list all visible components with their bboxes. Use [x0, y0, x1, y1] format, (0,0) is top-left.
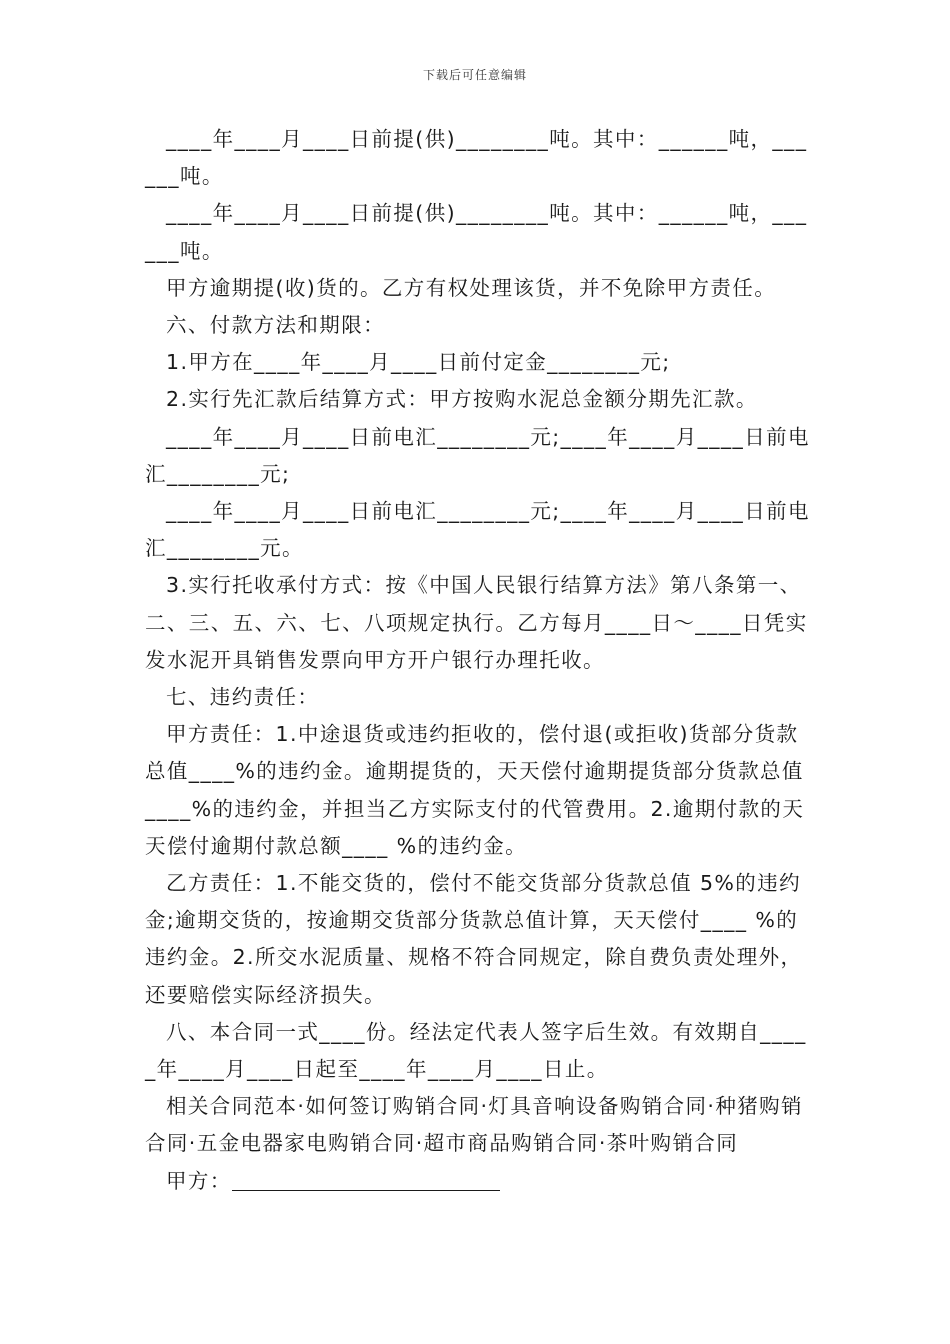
paragraph-collection: 3.实行托收承付方式：按《中国人民银行结算方法》第八条第一、二、三、五、六、七、八项规定执行。乙方每月____日～____日凭实发水泥开具销售发票向甲方开户银行办理托收。	[145, 573, 808, 672]
paragraph-delivery-schedule-2: ____年____月____日前提(供)________吨。其中：______吨，______吨。	[145, 201, 808, 263]
paragraph-wire-schedule-1: ____年____月____日前电汇________元;____年____月____日前电汇________元;	[145, 424, 810, 486]
paragraph-party-b-liability: 乙方责任：1.不能交货的，偿付不能交货部分货款总值 5%的违约金;逾期交货的，按逾期交货部分货款总值计算，天天偿付____ %的违约金。2.所交水泥质量、规格不符合同规定，除自费负责处理外，还要赔偿实际经济损失。	[145, 871, 803, 1007]
paragraph-wire-schedule-2: ____年____月____日前电汇________元;____年____月____日前电汇________元。	[145, 499, 810, 561]
paragraph-delivery-schedule-1: ____年____月____日前提(供)________吨。其中：______吨，______吨。	[145, 127, 808, 189]
signature-blank	[232, 1166, 500, 1191]
paragraph-deposit: 1.甲方在____年____月____日前付定金________元;	[166, 350, 671, 375]
paragraph-term: 八、本合同一式____份。经法定代表人签字后生效。有效期自_____年____月____日起至____年____月____日止。	[145, 1019, 807, 1082]
section-heading-payment: 六、付款方法和期限：	[166, 313, 385, 338]
signature-label: 甲方：	[166, 1168, 232, 1193]
section-heading-liability: 七、违约责任：	[166, 685, 320, 710]
page-header-note: 下载后可任意编辑	[422, 68, 527, 82]
paragraph-party-a-liability: 甲方责任：1.中途退货或违约拒收的，偿付退(或拒收)货部分货款总值____%的违约金。逾期提货的，天天偿付逾期提货部分货款总值____%的违约金，并担当乙方实际支付的代管费用。2.逾期付款的天天偿付逾期付款总额____ %的违约金。	[145, 722, 805, 858]
paragraph-prepayment: 2.实行先汇款后结算方式：甲方按购水泥总金额分期先汇款。	[166, 387, 758, 412]
signature-line-party-a	[145, 1163, 810, 1200]
contract-body	[145, 121, 810, 1200]
paragraph-related-templates: 相关合同范本·如何签订购销合同·灯具音响设备购销合同·种猪购销合同·五金电器家电购销合同·超市商品购销合同·茶叶购销合同	[145, 1094, 803, 1156]
paragraph-late-pickup: 甲方逾期提(收)货的。乙方有权处理该货，并不免除甲方责任。	[166, 275, 777, 300]
